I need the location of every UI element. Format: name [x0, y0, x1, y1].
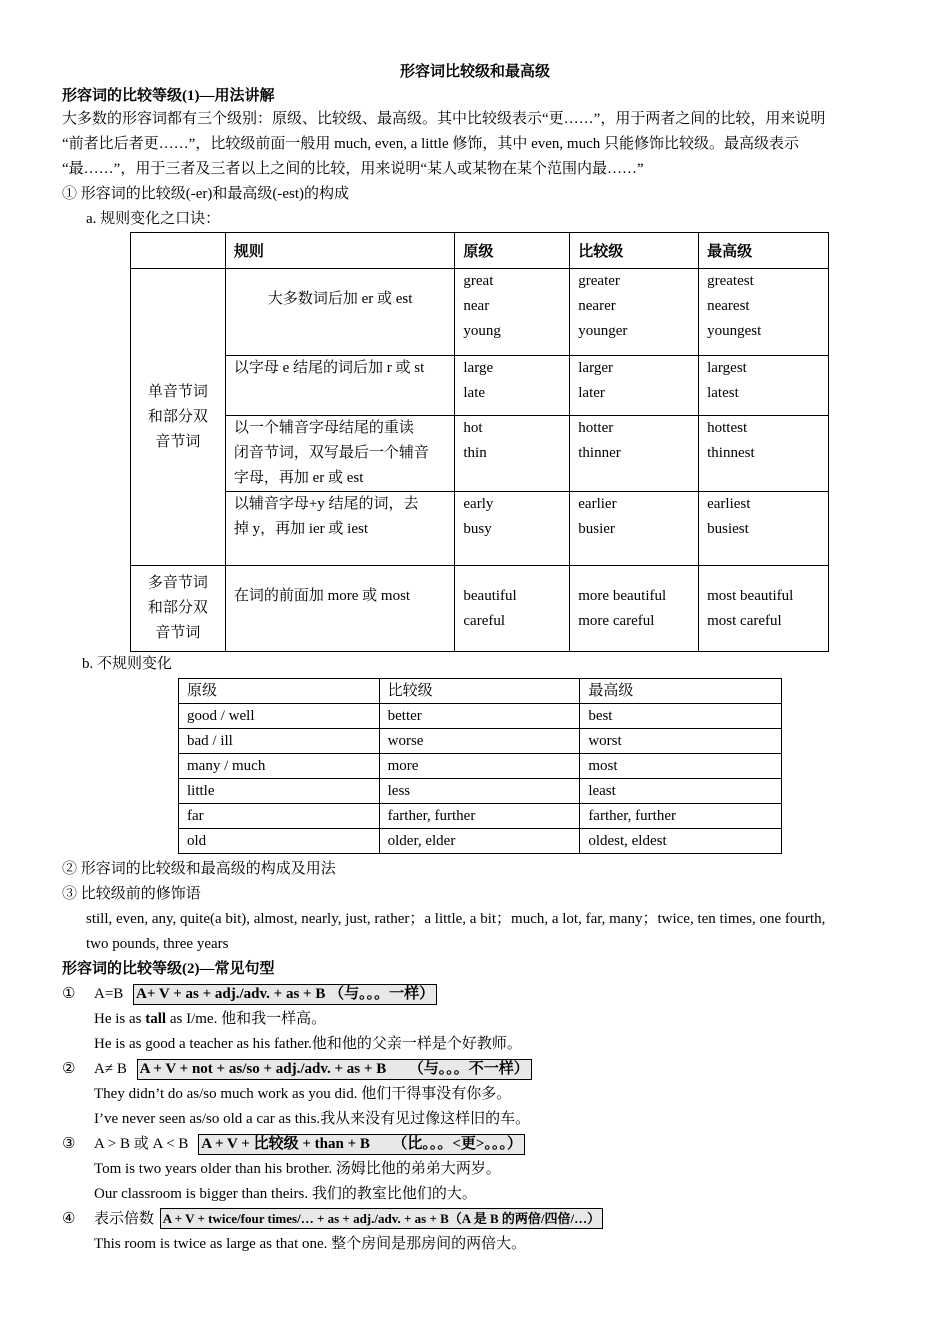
- table-row: good / well better best: [179, 704, 782, 729]
- irregular-table: [178, 678, 782, 854]
- superlative-cell: hottest thinnest: [699, 416, 829, 492]
- pattern-4: ④ 表示倍数 A + V + twice/four times/… + as + adj./adv. + as + B（A 是 B 的两倍/四倍/…）: [62, 1207, 603, 1232]
- page-title: 形容词比较级和最高级: [399, 64, 550, 80]
- table-row: [131, 416, 829, 492]
- comparative-cell: more beautiful more careful: [570, 566, 699, 652]
- section2-heading: 形容词的比较等级(2)—常见句型: [62, 961, 275, 977]
- rules-header-row: [131, 233, 829, 269]
- comparative-cell: hotter thinner: [570, 416, 699, 492]
- table-row: old older, elder oldest, eldest: [179, 829, 782, 854]
- example-sentence: Our classroom is bigger than theirs. 我们的教室比他们的大。: [94, 1186, 477, 1202]
- table-row: [131, 269, 829, 356]
- rule-cell: 大多数词后加 er 或 est: [225, 269, 455, 356]
- sub-b-label: b. 不规则变化: [82, 656, 173, 672]
- rule-cell: 以辅音字母+y 结尾的词，去 掉 y，再加 ier 或 iest: [225, 492, 455, 566]
- example-sentence: I’ve never seen as/so old a car as this.我从来没有见过像这样旧的车。: [94, 1111, 531, 1127]
- section1-heading: 形容词的比较等级(1)—用法讲解: [62, 88, 275, 104]
- rules-table: [130, 232, 829, 652]
- formula-box: A + V + 比较级 + than + B （比。。。<更>。。。）: [198, 1134, 525, 1155]
- formula-box: A+ V + as + adj./adv. + as + B （与。。。一样）: [133, 984, 437, 1005]
- col-header-comparative: 比较级: [379, 679, 580, 704]
- table-row: bad / ill worse worst: [179, 729, 782, 754]
- superlative-cell: earliest busiest: [699, 492, 829, 566]
- table-row: little less least: [179, 779, 782, 804]
- positive-cell: beautiful careful: [455, 566, 570, 652]
- comparative-cell: earlier busier: [570, 492, 699, 566]
- example-sentence: This room is twice as large as that one. 整个房间是那房间的两倍大。: [94, 1236, 527, 1252]
- pattern-2: ② A≠ B A + V + not + as/so + adj./adv. + as + B （与。。。不一样）: [62, 1057, 532, 1082]
- table-row: [131, 492, 829, 566]
- point-1: ① 形容词的比较级(-er)和最高级(-est)的构成: [62, 186, 350, 202]
- irregular-header-row: [179, 679, 782, 704]
- pattern-3: ③ A > B 或 A < B A + V + 比较级 + than + B （比。。。<更>。。。）: [62, 1132, 525, 1157]
- intro-para-line: “最……”，用于三者及三者以上之间的比较，用来说明“某人或某物在某个范围内最……”: [62, 161, 644, 177]
- positive-cell: hot thin: [455, 416, 570, 492]
- intro-para-line: “前者比后者更……”，比较级前面一般用 much, even, a little 修饰，其中 even, much 只能修饰比较级。最高级表示: [62, 136, 800, 152]
- superlative-cell: greatest nearest youngest: [699, 269, 829, 356]
- col-header-superlative: 最高级: [580, 679, 782, 704]
- table-row: far farther, further farther, further: [179, 804, 782, 829]
- col-header-rule: 规则: [225, 233, 455, 269]
- positive-cell: large late: [455, 356, 570, 416]
- positive-cell: early busy: [455, 492, 570, 566]
- comparative-cell: greater nearer younger: [570, 269, 699, 356]
- modifiers-line: two pounds, three years: [86, 936, 229, 952]
- pattern-1: ① A=B A+ V + as + adj./adv. + as + B （与。。。一样）: [62, 982, 437, 1007]
- point-3: ③ 比较级前的修饰语: [62, 886, 201, 902]
- col-header-comparative: 比较级: [570, 233, 699, 269]
- comparative-cell: larger later: [570, 356, 699, 416]
- example-sentence: He is as good a teacher as his father.他和他的父亲一样是个好教师。: [94, 1036, 522, 1052]
- formula-box: A + V + twice/four times/… + as + adj./adv. + as + B（A 是 B 的两倍/四倍/…）: [160, 1208, 603, 1229]
- positive-cell: great near young: [455, 269, 570, 356]
- superlative-cell: most beautiful most careful: [699, 566, 829, 652]
- intro-para-line: 大多数的形容词都有三个级别：原级、比较级、最高级。其中比较级表示“更……”，用于两者之间的比较，用来说明: [62, 111, 826, 127]
- col-header-superlative: 最高级: [699, 233, 829, 269]
- example-sentence: Tom is two years older than his brother. 汤姆比他的弟弟大两岁。: [94, 1161, 501, 1177]
- point-2: ② 形容词的比较级和最高级的构成及用法: [62, 861, 336, 877]
- table-row: many / much more most: [179, 754, 782, 779]
- table-row: [131, 566, 829, 652]
- formula-box: A + V + not + as/so + adj./adv. + as + B （与。。。不一样）: [137, 1059, 532, 1080]
- sub-a-label: a. 规则变化之口诀：: [86, 211, 221, 227]
- table-row: [131, 356, 829, 416]
- example-sentence: He is as tall as I/me. 他和我一样高。: [94, 1011, 327, 1027]
- rule-cell: 以字母 e 结尾的词后加 r 或 st: [225, 356, 455, 416]
- rule-cell: 以一个辅音字母结尾的重读 闭音节词，双写最后一个辅音 字母，再加 er 或 est: [225, 416, 455, 492]
- col-header-positive: 原级: [455, 233, 570, 269]
- superlative-cell: largest latest: [699, 356, 829, 416]
- modifiers-line: still, even, any, quite(a bit), almost, nearly, just, rather；a little, a bit；much, a lot, far, many；twice, ten times, one fourth,: [86, 911, 826, 927]
- group-label-polysyllabic: 多音节词 和部分双 音节词: [131, 566, 226, 652]
- group-label-monosyllabic: 单音节词 和部分双 音节词: [131, 269, 226, 566]
- example-sentence: They didn’t do as/so much work as you did. 他们干得事没有你多。: [94, 1086, 512, 1102]
- rule-cell: 在词的前面加 more 或 most: [225, 566, 455, 652]
- col-header-positive: 原级: [179, 679, 380, 704]
